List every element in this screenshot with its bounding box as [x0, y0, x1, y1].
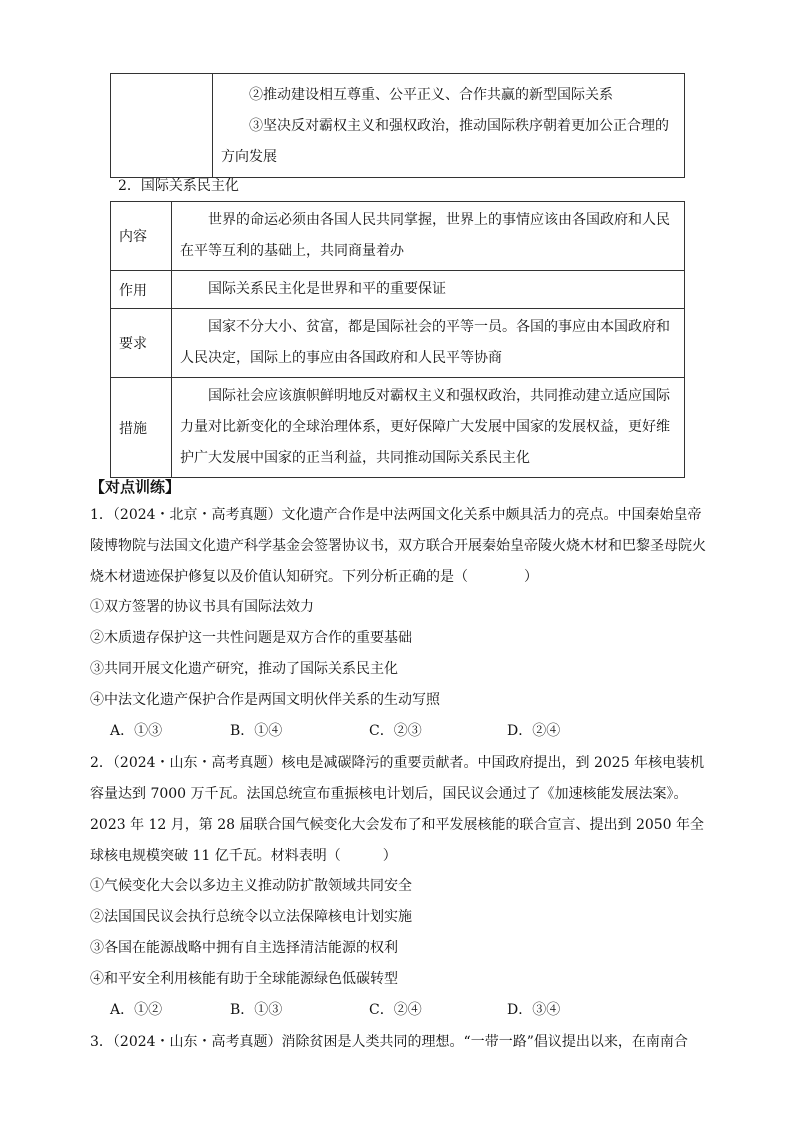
row-label: 措施 [111, 378, 172, 478]
question-2-item: ③各国在能源战略中拥有自主选择清洁能源的权利 [90, 940, 398, 956]
question-2-option-c[interactable]: C．②④ [369, 1002, 422, 1018]
question-3-stem: 3．（2024・山东・高考真题）消除贫困是人类共同的理想。“一带一路”倡议提出以来，在南南合 [90, 1034, 688, 1050]
table-line: ③坚决反对霸权主义和强权政治，推动国际秩序朝着更加公正合理的方向发展 [221, 118, 669, 165]
question-1-item: ③共同开展文化遗产研究，推动了国际关系民主化 [90, 661, 398, 677]
question-2-item: ①气候变化大会以多边主义推动防扩散领域共同安全 [90, 878, 412, 894]
question-2-item: ②法国国民议会执行总统令以立法保障核电计划实施 [90, 909, 412, 925]
question-1-stem: 1．（2024・北京・高考真题）文化遗产合作是中法两国文化关系中颇具活力的亮点。中国秦始皇帝陵博物院与法国文化遗产科学基金会签署协议书，双方联合开展秦始皇帝陵火烧木材和巴黎圣母院火烧木材遗迹保护修复以及价值认知研究。下列分析正确的是（ ） [90, 507, 706, 585]
question-1-option-c[interactable]: C．②③ [369, 723, 422, 739]
row-label: 要求 [111, 309, 172, 378]
table-row [111, 202, 685, 271]
row-label: 作用 [111, 271, 172, 309]
table-line: ②推动建设相互尊重、公平正义、合作共赢的新型国际关系 [249, 87, 613, 103]
question-1-item: ④中法文化遗产保护合作是两国文明伙伴关系的生动写照 [90, 692, 440, 708]
question-1-option-d[interactable]: D．②④ [507, 723, 561, 739]
row-text: 国际社会应该旗帜鲜明地反对霸权主义和强权政治，共同推动建立适应国际力量对比新变化的全球治理体系，更好保障广大发展中国家的发展权益，更好维护广大发展中国家的正当利益，共同推动国际关系民主化 [172, 378, 685, 478]
row-text: 国际关系民主化是世界和平的重要保证 [172, 271, 685, 309]
table-content-cell [213, 74, 685, 178]
row-text: 世界的命运必须由各国人民共同掌握，世界上的事情应该由各国政府和人民在平等互利的基础上，共同商量着办 [172, 202, 685, 271]
row-label: 内容 [111, 202, 172, 271]
table-row [111, 309, 685, 378]
table-row [111, 378, 685, 478]
question-2-option-b[interactable]: B．①③ [230, 1002, 283, 1018]
question-1-option-b[interactable]: B．①④ [230, 723, 283, 739]
question-1-option-a[interactable]: A．①③ [110, 723, 163, 739]
table-row [111, 271, 685, 309]
question-1-item: ②木质遗存保护这一共性问题是双方合作的重要基础 [90, 630, 412, 646]
training-heading: 【对点训练】 [90, 478, 181, 496]
democratization-table [110, 201, 685, 478]
table-empty-cell [111, 74, 213, 178]
question-2-option-a[interactable]: A．①② [110, 1002, 163, 1018]
row-text: 国家不分大小、贫富，都是国际社会的平等一员。各国的事应由本国政府和人民决定，国际上的事应由各国政府和人民平等协商 [172, 309, 685, 378]
question-2-option-d[interactable]: D．③④ [507, 1002, 561, 1018]
section-title: 2．国际关系民主化 [118, 178, 239, 194]
question-1-item: ①双方签署的协议书具有国际法效力 [90, 599, 314, 615]
question-2-stem: 2．（2024・山东・高考真题）核电是减碳降污的重要贡献者。中国政府提出，到 2025 年核电装机容量达到 7000 万千瓦。法国总统宣布重振核电计划后，国民议会通过了《加速核能发展法案》。2023 年 12 月，第 28 届联合国气候变化大会发布了和平发展核能的联合宣言、提出到 2050 年全球核电规模突破 11 亿千瓦。材料表明（ ） [90, 755, 705, 864]
question-2-item: ④和平安全利用核能有助于全球能源绿色低碳转型 [90, 971, 398, 987]
table-continued [110, 73, 685, 178]
